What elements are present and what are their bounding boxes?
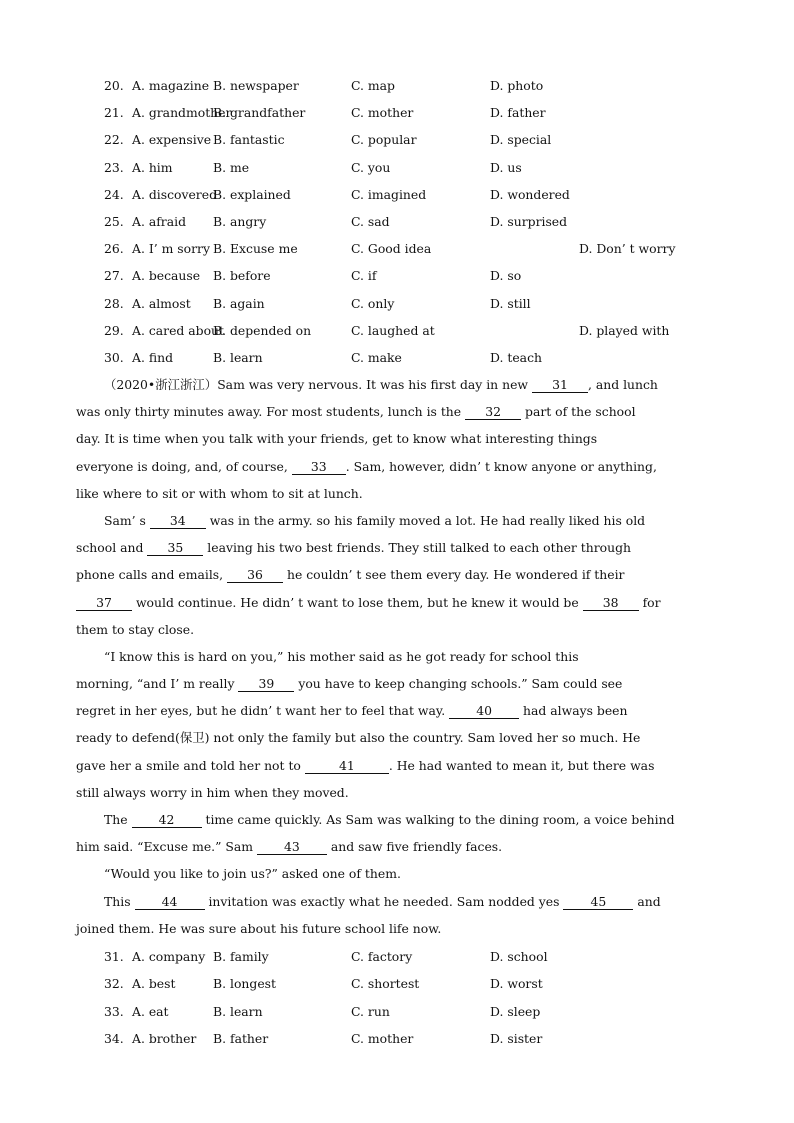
blank-34: 34 [150,514,206,529]
option-c: C. run [351,1003,390,1019]
option-c: C. make [351,350,402,365]
passage-line: “I know this is hard on you,” his mother said as he got ready for school this [104,648,579,664]
option-a: A. almost [132,295,191,311]
option-c: C. you [351,159,391,175]
option-b: B. me [213,159,250,175]
option-d: D. played with [579,322,670,338]
option-b: B. again [213,295,265,311]
passage-line: school and 35 leaving his two best friends. They still talked to each other through [76,540,632,556]
blank-31: 31 [532,378,588,393]
question-number: 24. [104,186,124,202]
option-d: D. so [490,268,522,284]
option-b: B. learn [213,1003,263,1019]
blank-33: 33 [292,460,346,475]
option-c: C. factory [351,949,413,964]
passage-line: ready to defend(保卫) not only the family but also the country. Sam loved her so much. He [76,730,641,746]
passage-line: morning, “and I’ m really 39 you have to keep changing schools.” Sam could see [76,676,623,692]
option-row [0,158,794,178]
question-number: 30. [104,350,124,365]
option-c: C. only [351,295,395,311]
option-c: C. mother [351,105,414,121]
question-number: 29. [104,322,124,338]
option-row [0,348,794,368]
option-d: D. worst [490,976,543,992]
option-row [0,294,794,314]
question-number: 27. [104,268,124,284]
option-a: A. eat [132,1003,169,1019]
option-d: D. still [490,295,531,311]
question-number: 21. [104,105,124,121]
passage-line: him said. “Excuse me.” Sam 43 and saw five friendly faces. [76,839,503,855]
passage-line: 37 would continue. He didn’ t want to lose them, but he knew it would be 38 for [76,589,716,616]
option-c: C. Good idea [351,241,432,257]
question-number: 33. [104,1003,124,1019]
blank-42: 42 [132,813,202,828]
question-number: 22. [104,132,124,148]
option-d: D. teach [490,350,542,365]
passage-line: The 42 time came quickly. As Sam was walking to the dining room, a voice behind [104,812,675,827]
option-a: A. I’ m sorry [132,241,210,257]
question-number: 20. [104,78,124,93]
option-a: A. magazine [132,78,210,93]
blank-38: 38 [583,596,639,611]
option-d: D. wondered [490,186,570,202]
blank-45: 45 [563,895,633,910]
passage-line: Sam’ s 34 was in the army. so his family moved a lot. He had really liked his old [104,512,646,528]
question-number: 32. [104,976,124,992]
option-a: A. find [132,350,174,365]
cloze-passage [76,371,716,942]
blank-32: 32 [465,405,521,420]
passage-line: This 44 invitation was exactly what he needed. Sam nodded yes 45 and [104,893,661,909]
option-d: D. us [490,159,522,175]
option-b: B. fantastic [213,132,285,148]
option-d: D. surprised [490,214,568,229]
passage-line: day. It is time when you talk with your friends, get to know what interesting things [76,431,598,447]
passage-line: everyone is doing, and, of course, 33 . Sam, however, didn’ t know anyone or anything, [76,458,657,474]
option-a: A. because [132,268,201,284]
option-b: B. father [213,1030,269,1046]
passage-line: was only thirty minutes away. For most students, lunch is the 32 part of the school [76,404,636,420]
option-d: D. photo [490,78,544,93]
option-row [0,974,794,994]
option-d: D. father [490,105,546,121]
question-number: 28. [104,295,124,311]
option-c: C. mother [351,1030,414,1046]
option-row [0,76,794,96]
blank-35: 35 [147,541,203,556]
option-row [0,130,794,150]
option-b: B. angry [213,214,267,229]
option-row [0,1002,794,1022]
passage-line: still always worry in him when they moved. [76,784,349,800]
option-c: C. popular [351,132,417,148]
option-d: D. sister [490,1030,543,1046]
passage-line: regret in her eyes, but he didn’ t want her to feel that way. 40 had always been [76,703,628,719]
blank-40: 40 [449,704,519,719]
blank-37: 37 [76,596,132,611]
option-row [0,321,794,341]
option-d: D. sleep [490,1003,541,1019]
option-a: A. him [132,159,173,175]
option-row [0,947,794,967]
option-d: D. school [490,949,548,964]
question-number: 31. [104,949,124,964]
option-row [0,239,794,259]
option-a: A. afraid [132,214,187,229]
option-a: A. company [132,949,206,964]
blank-44: 44 [135,895,205,910]
blank-36: 36 [227,568,283,583]
option-a: A. cared about [132,322,225,338]
option-d: D. special [490,132,552,148]
option-a: A. discovered [132,186,217,202]
option-c: C. if [351,268,377,284]
blank-39: 39 [238,677,294,692]
passage-line: phone calls and emails, 36 he couldn’ t see them every day. He wondered if their [76,567,625,583]
option-a: A. best [132,976,176,992]
passage-line: them to stay close. [76,621,195,637]
blank-43: 43 [257,840,327,855]
option-a: A. expensive [132,132,212,148]
option-a: A. brother [132,1030,197,1046]
blank-41: 41 [305,759,389,774]
source-tag: （2020•浙江浙江） [104,377,218,392]
passage-line: （2020•浙江浙江）Sam was very nervous. It was his first day in new 31 , and lunch [104,377,658,392]
question-number: 25. [104,214,124,229]
option-b: B. Excuse me [213,241,298,257]
question-number: 26. [104,241,124,257]
passage-line: like where to sit or with whom to sit at lunch. [76,485,363,501]
passage-line: gave her a smile and told her not to 41 . He had wanted to mean it, but there was [76,757,655,773]
option-row [0,1029,794,1049]
option-row [0,185,794,205]
option-b: B. learn [213,350,263,365]
option-b: B. longest [213,976,276,992]
passage-line: joined them. He was sure about his future school life now. [76,920,442,936]
option-a: A. grandmother [132,105,232,121]
option-row [0,103,794,123]
option-c: C. map [351,78,395,93]
passage-line: “Would you like to join us?” asked one of them. [104,866,401,882]
option-row [0,212,794,232]
option-c: C. sad [351,214,390,229]
option-c: C. shortest [351,976,420,992]
question-number: 23. [104,159,124,175]
option-d: D. Don’ t worry [579,241,676,257]
option-c: C. laughed at [351,322,435,338]
option-c: C. imagined [351,186,427,202]
option-b: B. before [213,268,271,284]
option-row [0,266,794,286]
option-b: B. newspaper [213,78,299,93]
option-b: B. grandfather [213,105,306,121]
question-number: 34. [104,1030,124,1046]
option-b: B. explained [213,186,291,202]
option-b: B. depended on [213,322,312,338]
option-b: B. family [213,949,269,964]
